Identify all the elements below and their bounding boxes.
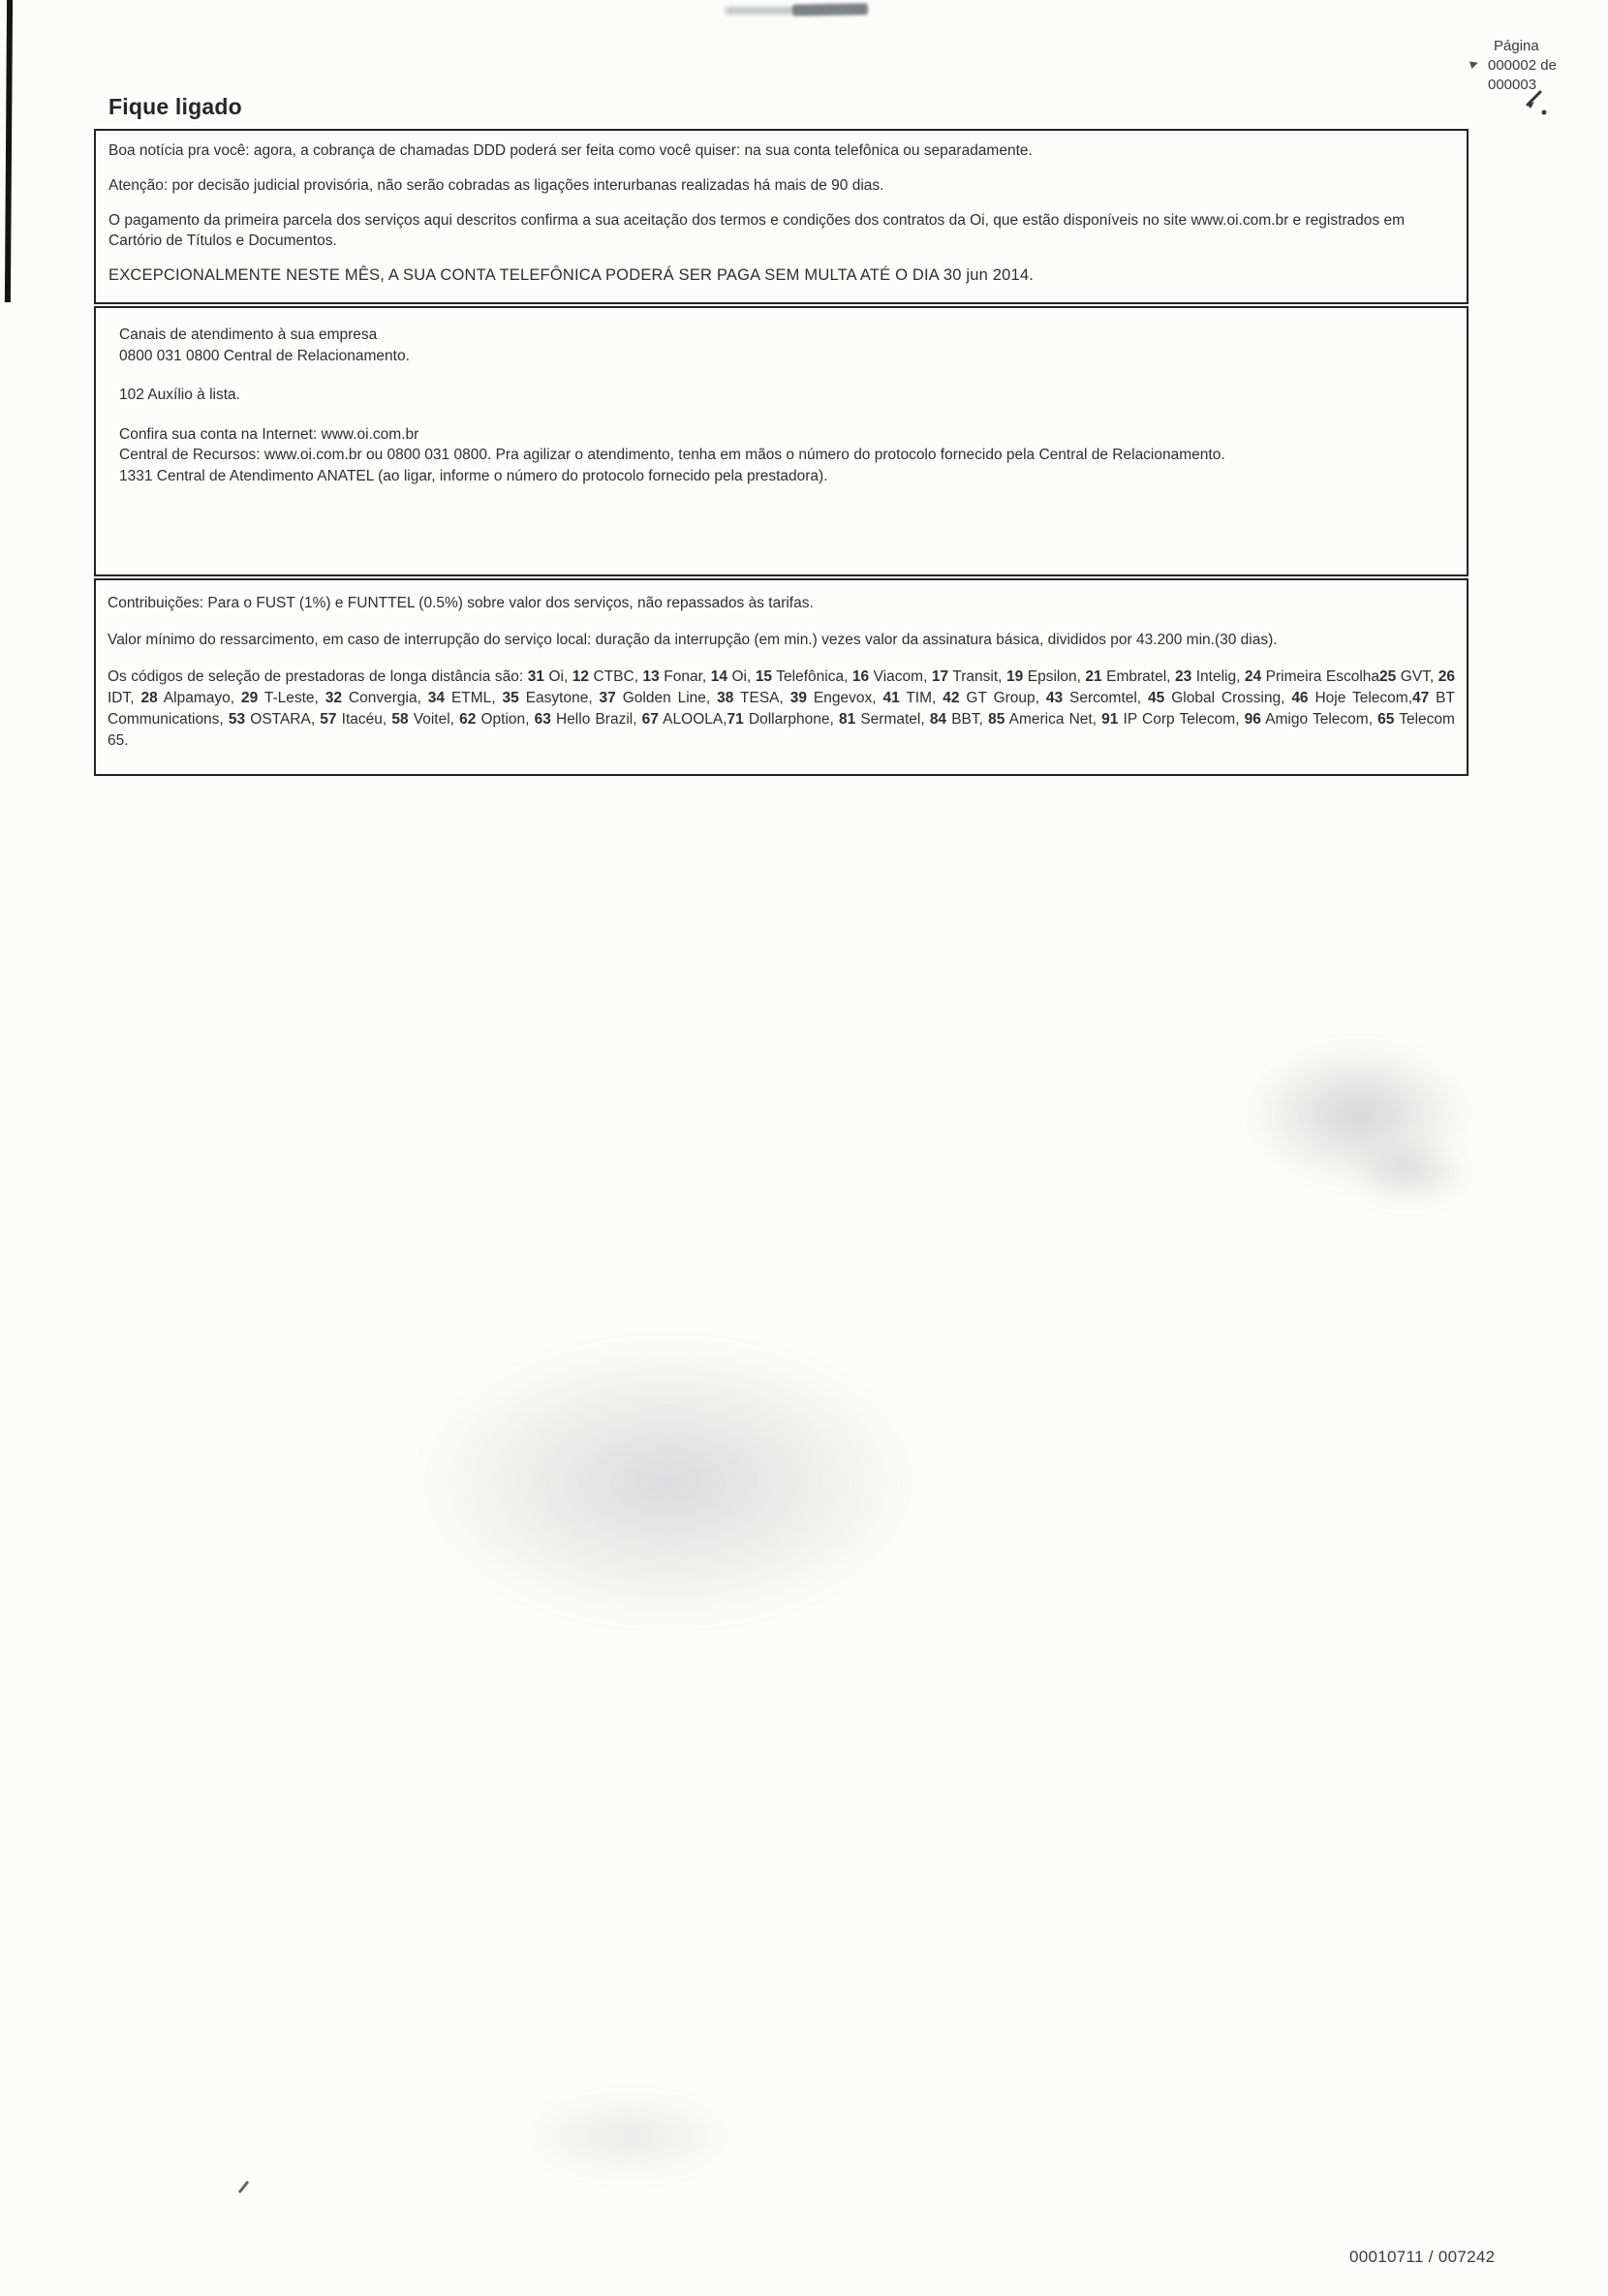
channels-line: 102 Auxílio à lista.	[119, 387, 240, 403]
notice-paragraph-highlight: EXCEPCIONALMENTE NESTE MÊS, A SUA CONTA TELEFÔNICA PODERÁ SER PAGA SEM MULTA ATÉ O DIA 30 jun 2014.	[108, 266, 1035, 284]
pen-arrow-icon	[1519, 89, 1552, 122]
page-indicator	[1488, 37, 1557, 95]
channels-line: 0800 031 0800 Central de Relacionamento.	[119, 347, 410, 364]
page-total: 000003	[1488, 77, 1537, 93]
page-label: Página	[1494, 38, 1539, 54]
scan-edge-bar	[5, 0, 13, 302]
notice-paragraph: Boa notícia pra você: agora, a cobrança de chamadas DDD poderá ser feita como você quiser: na sua conta telefônica ou separadamente.	[108, 142, 1033, 159]
notice-paragraph: O pagamento da primeira parcela dos serviços aqui descritos confirma a sua aceitação dos termos e condições dos contratos da Oi, que estão disponíveis no site www.oi.com.br e registrados em Cartório de Títulos e Documentos.	[108, 212, 1405, 249]
notice-box	[94, 129, 1469, 304]
channels-group	[119, 325, 1447, 366]
channels-group	[119, 424, 1447, 487]
service-channels-box	[94, 306, 1469, 576]
channels-line: Central de Recursos: www.oi.com.br ou 0800 031 0800. Pra agilizar o atendimento, tenha em mãos o número do protocolo fornecido pela Central de Relacionamento.	[119, 447, 1225, 463]
refund-paragraph: Valor mínimo do ressarcimento, em caso de interrupção do serviço local: duração da interrupção (em min.) vezes valor da assinatura básica, divididos por 43.200 min.(30 dias).	[108, 632, 1278, 648]
notice-paragraph: Atenção: por decisão judicial provisória, não serão cobradas as ligações interurbanas realizadas há mais de 90 dias.	[108, 177, 884, 194]
channels-line: 1331 Central de Atendimento ANATEL (ao ligar, informe o número do protocolo fornecido pela prestadora).	[119, 467, 828, 484]
scan-smudge	[523, 2093, 736, 2180]
contributions-box	[94, 578, 1469, 776]
scan-smudge	[1346, 1138, 1472, 1206]
page-title: Fique ligado	[108, 94, 242, 119]
channels-line: Confira sua conta na Internet: www.oi.com.br	[119, 425, 419, 443]
scan-smudge	[407, 1332, 930, 1632]
pen-tick-icon	[1469, 59, 1479, 69]
carriers-paragraph: Os códigos de seleção de prestadoras de longa distância são: 31 Oi, 12 CTBC, 13 Fonar, 14 Oi, 15 Telefônica, 16 Viacom, 17 Transit, 19 Epsilon, 21 Embratel, 23 Intelig, 24 Primeira Escolha25 GVT, 26 IDT, 28 Alpamayo, 29 T-Leste, 32 Convergia, 34 ETML, 35 Easytone, 37 Golden Line, 38 TESA, 39 Engevox, 41 TIM, 42 GT Group, 43 Sercomtel, 45 Global Crossing, 46 Hoje Telecom,47 BT Communications, 53 OSTARA, 57 Itacéu, 58 Voitel, 62 Option, 63 Hello Brazil, 67 ALOOLA,71 Dollarphone, 81 Sermatel, 84 BBT, 85 America Net, 91 IP Corp Telecom, 96 Amigo Telecom, 65 Telecom 65.	[108, 668, 1455, 749]
document-code: 00010711 / 007242	[1349, 2248, 1496, 2266]
contributions-paragraph: Contribuições: Para o FUST (1%) e FUNTTEL (0.5%) sobre valor dos serviços, não repassados às tarifas.	[108, 595, 814, 611]
scan-smudge	[725, 7, 794, 15]
scan-smudge	[792, 3, 868, 16]
pen-mark	[238, 2181, 250, 2194]
page-current: 000002 de	[1488, 57, 1557, 74]
channels-group	[119, 385, 1447, 406]
channels-line: Canais de atendimento à sua empresa	[119, 326, 378, 343]
